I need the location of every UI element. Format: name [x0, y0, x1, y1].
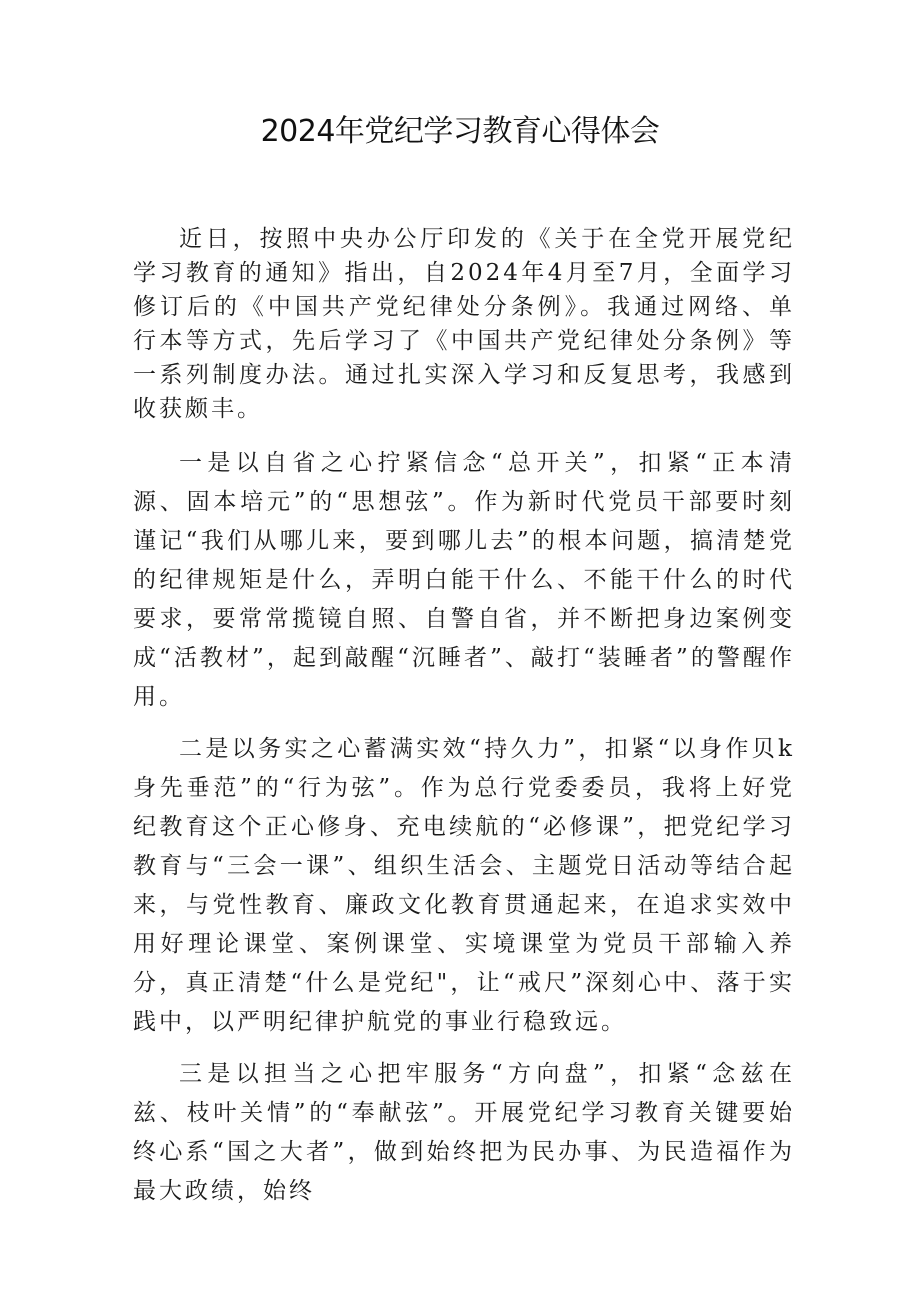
document-body: [133, 222, 795, 1224]
paragraph-point-one: 一是以自省之心拧紧信念“总开关”，扣紧“正本清源、固本培元”的“思想弦”。作为新时代党员干部要时刻谨记“我们从哪儿来，要到哪儿去”的根本问题，搞清楚党的纪律规矩是什么，弄明白能干什么、不能干什么的时代要求，要常常揽镜自照、自警自省，并不断把身边案例变成“活教材”，起到敲醒“沉睡者”、敲打“装睡者”的警醒作用。: [133, 450, 795, 710]
paragraph-point-three: 三是以担当之心把牢服务“方向盘”，扣紧“念兹在兹、枝叶关情”的“奉献弦”。开展党纪学习教育关键要始终心系“国之大者”，做到始终把为民办事、为民造福作为最大政绩，始终: [133, 1061, 795, 1204]
paragraph-point-two: 二是以务实之心蓄满实效“持久力”，扣紧“以身作贝k身先垂范”的“行为弦”。作为总行党委委员，我将上好党纪教育这个正心修身、充电续航的“必修课”，把党纪学习教育与“三会一课”、组织生活会、主题党日活动等结合起来，与党性教育、廉政文化教育贯通起来，在追求实效中用好理论课堂、案例课堂、实境课堂为党员干部输入养分，真正清楚“什么是党纪"，让“戒尺”深刻心中、落于实践中，以严明纪律护航党的事业行稳致远。: [133, 736, 795, 1035]
document-title: 2024年党纪学习教育心得体会: [260, 114, 660, 149]
paragraph-intro: 近日，按照中央办公厅印发的《关于在全党开展党纪学习教育的通知》指出，自2024年4月至7月，全面学习修订后的《中国共产党纪律处分条例》。我通过网络、单行本等方式，先后学习了《中国共产党纪律处分条例》等一系列制度办法。通过扎实深入学习和反复思考，我感到收获颇丰。: [133, 226, 795, 422]
